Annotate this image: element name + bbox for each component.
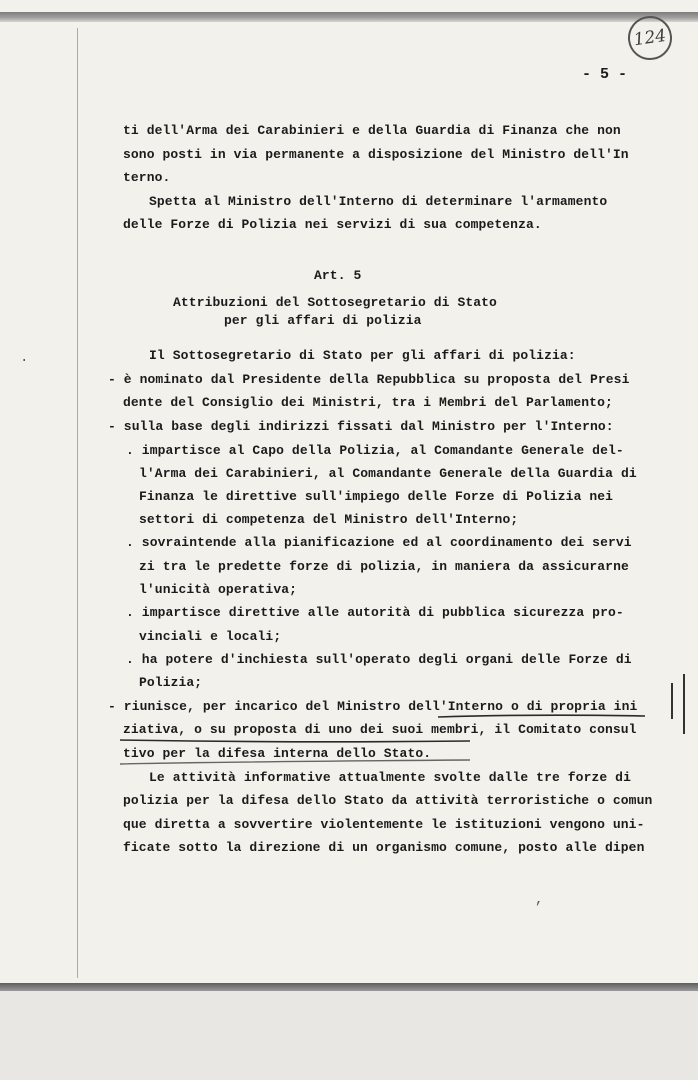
folio-stamp: 124 <box>625 13 675 63</box>
text-line: ti dell'Arma dei Carabinieri e della Guardia di Finanza che non <box>123 123 621 138</box>
text-line: Finanza le direttive sull'impiego delle Forze di Polizia nei <box>139 489 614 504</box>
text-line: terno. <box>123 170 171 185</box>
text-line: vinciali e locali; <box>139 629 282 644</box>
text-line: Il Sottosegretario di Stato per gli affari di polizia: <box>149 348 576 363</box>
scan-background <box>0 991 698 1080</box>
scan-edge-bottom <box>0 983 698 991</box>
margin-bracket-mark <box>671 683 673 719</box>
text-line: . impartisce direttive alle autorità di pubblica sicurezza pro- <box>126 605 624 620</box>
ink-mark: . <box>20 350 29 366</box>
text-line: Le attività informative attualmente svolte dalle tre forze di <box>149 770 631 785</box>
text-line: ziativa, o su proposta di uno dei suoi membri, il Comitato consul <box>123 722 637 737</box>
text-line: . impartisce al Capo della Polizia, al Comandante Generale del- <box>126 443 624 458</box>
text-line: . ha potere d'inchiesta sull'operato degli organi delle Forze di <box>126 652 632 667</box>
text-line: - sulla base degli indirizzi fissati dal Ministro per l'Interno: <box>108 419 614 434</box>
text-line: settori di competenza del Ministro dell'Interno; <box>139 512 519 527</box>
text-line: polizia per la difesa dello Stato da attività terroristiche o comun <box>123 793 653 808</box>
text-line: dente del Consiglio dei Ministri, tra i Membri del Parlamento; <box>123 395 613 410</box>
text-line: que diretta a sovvertire violentemente le istituzioni vengono uni- <box>123 817 645 832</box>
article-heading: Art. 5 <box>314 268 362 283</box>
margin-bracket-mark <box>683 674 685 734</box>
ink-mark: , <box>535 892 544 908</box>
text-line: Polizia; <box>139 675 203 690</box>
page-number: - 5 - <box>582 66 628 83</box>
text-line: zi tra le predette forze di polizia, in maniera da assicurarne <box>139 559 629 574</box>
article-subtitle: per gli affari di polizia <box>224 313 422 328</box>
text-line: ficate sotto la direzione di un organismo comune, posto alle dipen <box>123 840 645 855</box>
text-line: l'Arma dei Carabinieri, al Comandante Generale della Guardia di <box>139 466 637 481</box>
text-line: . sovraintende alla pianificazione ed al coordinamento dei servi <box>126 535 632 550</box>
text-line: sono posti in via permanente a disposizione del Ministro dell'In <box>123 147 629 162</box>
text-line: Spetta al Ministro dell'Interno di determinare l'armamento <box>149 194 608 209</box>
text-line: - riunisce, per incarico del Ministro dell'Interno o di propria ini <box>108 699 638 714</box>
text-line: tivo per la difesa interna dello Stato. <box>123 746 432 761</box>
article-title: Attribuzioni del Sottosegretario di Stato <box>173 295 497 310</box>
text-line: l'unicità operativa; <box>139 582 298 597</box>
text-line: delle Forze di Polizia nei servizi di sua competenza. <box>123 217 542 232</box>
text-line: - è nominato dal Presidente della Repubblica su proposta del Presi <box>108 372 630 387</box>
